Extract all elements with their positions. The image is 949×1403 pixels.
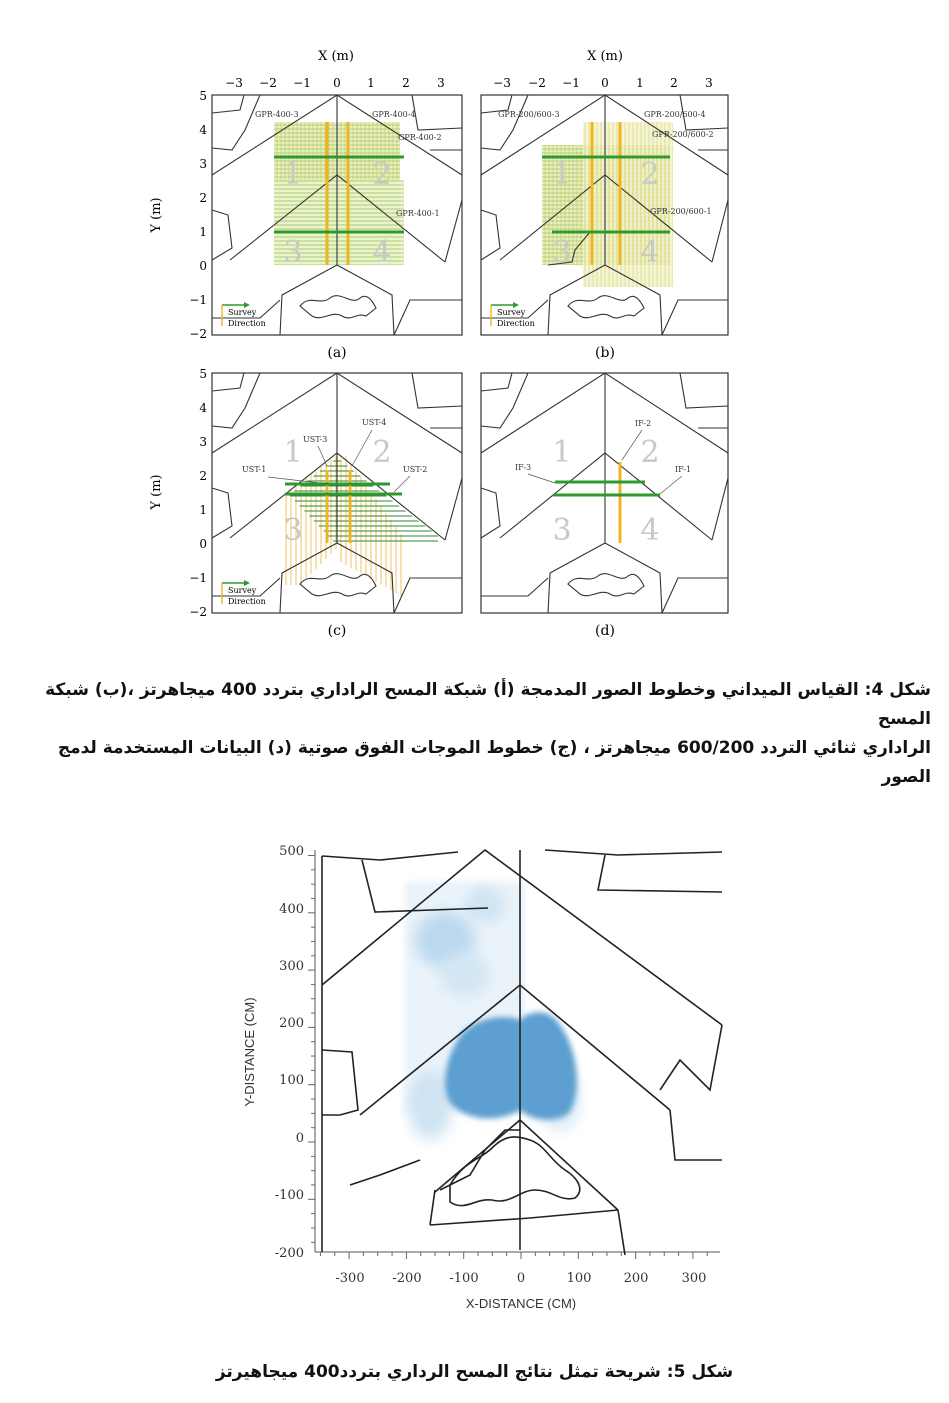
line-label: GPR-200/600-1 — [650, 207, 712, 216]
figure-4 — [0, 0, 949, 660]
panel-a — [212, 95, 462, 361]
line-label: UST-2 — [403, 465, 428, 474]
quadrant-number: 1 — [283, 157, 303, 192]
y-tick: −1 — [189, 571, 207, 585]
y-tick: 0 — [199, 259, 207, 273]
panel-label: (b) — [595, 345, 615, 361]
quadrant-number: 1 — [552, 435, 572, 470]
y-tick: 2 — [199, 191, 207, 205]
fig5-x-tick-marks — [320, 1252, 707, 1259]
fig5-x-tick-labels — [335, 1271, 706, 1286]
line-label: UST-1 — [242, 465, 267, 474]
panel-a-y-title: Y (m) — [149, 197, 164, 233]
line-label: UST-4 — [362, 418, 387, 427]
x-tick: −1 — [293, 76, 311, 90]
y-tick: 5 — [199, 89, 207, 103]
radar-heatmap — [405, 882, 580, 1140]
legend-line1: Survey — [497, 308, 526, 317]
heatmap-blob — [465, 887, 505, 923]
line-label: IF-2 — [635, 419, 652, 428]
panel-c-y-title: Y (m) — [149, 474, 164, 510]
fig5-y-axis-title: Y-DISTANCE (CM) — [242, 997, 257, 1107]
panel-label: (a) — [327, 345, 347, 361]
quadrant-number: 3 — [283, 235, 303, 270]
x-tick: -200 — [392, 1271, 422, 1286]
legend-line2: Direction — [228, 597, 266, 606]
x-tick: 300 — [681, 1271, 707, 1286]
x-tick: 100 — [566, 1271, 592, 1286]
panel-a-x-ticks — [225, 76, 445, 90]
panel-c — [212, 373, 462, 639]
line-label: GPR-400-1 — [396, 209, 440, 218]
line-label: GPR-400-2 — [398, 133, 442, 142]
panel-d — [481, 373, 728, 639]
caption-line: الراداري ثنائي التردد 600/200 ميجاهرتز ، (ج) خطوط الموجات الفوق صوتية (د) البيانات المستخدمة لدمج الصور — [57, 738, 931, 787]
panel-c-y-ticks — [189, 367, 207, 619]
y-tick: 4 — [199, 123, 207, 137]
x-tick: −2 — [528, 76, 546, 90]
x-tick: 0 — [601, 76, 609, 90]
y-tick: 300 — [279, 959, 304, 974]
quadrant-number: 3 — [552, 513, 572, 548]
x-tick: -100 — [449, 1271, 479, 1286]
x-tick: −1 — [562, 76, 580, 90]
y-tick: 100 — [279, 1073, 304, 1088]
quadrant-number: 3 — [283, 513, 303, 548]
x-tick: 0 — [516, 1271, 526, 1286]
y-tick: 1 — [199, 503, 207, 517]
figure-4-caption — [18, 676, 931, 792]
y-tick: -200 — [274, 1246, 304, 1261]
x-tick: 1 — [367, 76, 375, 90]
caption-line: شكل 4: القياس الميداني وخطوط الصور المدمجة (أ) شبكة المسح الراداري بتردد 400 ميجاهرتز ،(ب) شبكة المسح — [45, 680, 931, 729]
x-tick: 2 — [670, 76, 678, 90]
panel-a-y-ticks — [189, 89, 207, 341]
x-tick: −3 — [225, 76, 243, 90]
x-tick: 3 — [705, 76, 713, 90]
legend-line2: Direction — [228, 319, 266, 328]
y-tick: 3 — [199, 157, 207, 171]
y-tick: 400 — [279, 902, 304, 917]
y-tick: 5 — [199, 367, 207, 381]
line-label: IF-3 — [515, 463, 532, 472]
panel-b — [481, 95, 728, 361]
quadrant-number: 2 — [640, 157, 660, 192]
y-tick: 200 — [279, 1016, 304, 1031]
fig5-y-tick-labels — [275, 844, 304, 1261]
y-tick: 4 — [199, 401, 207, 415]
x-tick: 1 — [636, 76, 644, 90]
quadrant-number: 3 — [552, 235, 572, 270]
heatmap-blob — [440, 953, 490, 997]
fig5-y-tick-marks — [308, 856, 315, 1243]
quadrant-number: 2 — [640, 435, 660, 470]
panel-a-x-title: X (m) — [318, 49, 354, 64]
y-tick: −1 — [189, 293, 207, 307]
line-label: GPR-200/600-4 — [644, 110, 706, 119]
panel-b-x-title: X (m) — [587, 49, 623, 64]
line-label: UST-3 — [303, 435, 328, 444]
x-tick: −3 — [493, 76, 511, 90]
y-tick: -100 — [274, 1188, 304, 1203]
y-tick: 0 — [295, 1131, 304, 1146]
y-tick: −2 — [189, 327, 207, 341]
panel-b-x-ticks — [493, 76, 713, 90]
y-tick: 2 — [199, 469, 207, 483]
x-tick: 2 — [402, 76, 410, 90]
legend-line2: Direction — [497, 319, 535, 328]
x-tick: -300 — [335, 1271, 365, 1286]
line-label: GPR-400-4 — [372, 110, 416, 119]
x-tick: −2 — [259, 76, 277, 90]
legend-line1: Survey — [228, 308, 257, 317]
x-tick: 200 — [623, 1271, 649, 1286]
y-tick: 500 — [279, 844, 304, 859]
x-tick: 3 — [437, 76, 445, 90]
line-label: GPR-200/600-2 — [652, 130, 714, 139]
panel-label: (c) — [327, 623, 347, 639]
quadrant-number: 4 — [640, 513, 660, 548]
line-label: GPR-200/600-3 — [498, 110, 560, 119]
panel-label: (d) — [595, 623, 615, 639]
x-tick: 0 — [333, 76, 341, 90]
legend-line1: Survey — [228, 586, 257, 595]
fig5-x-axis-title: X-DISTANCE (CM) — [465, 1296, 577, 1310]
y-tick: −2 — [189, 605, 207, 619]
y-tick: 1 — [199, 225, 207, 239]
figure-5 — [230, 830, 730, 1310]
quadrant-number: 4 — [372, 235, 392, 270]
quadrant-number: 2 — [372, 435, 392, 470]
line-label: GPR-400-3 — [255, 110, 299, 119]
figure-5-caption: شكل 5: شريحة تمثل نتائج المسح الرداري بتردد400 ميجاهيرتز — [215, 1362, 734, 1382]
quadrant-number: 4 — [640, 235, 660, 270]
y-tick: 0 — [199, 537, 207, 551]
quadrant-number: 1 — [283, 435, 303, 470]
line-label: IF-1 — [675, 465, 692, 474]
y-tick: 3 — [199, 435, 207, 449]
quadrant-number: 1 — [552, 157, 572, 192]
quadrant-number: 2 — [372, 157, 392, 192]
